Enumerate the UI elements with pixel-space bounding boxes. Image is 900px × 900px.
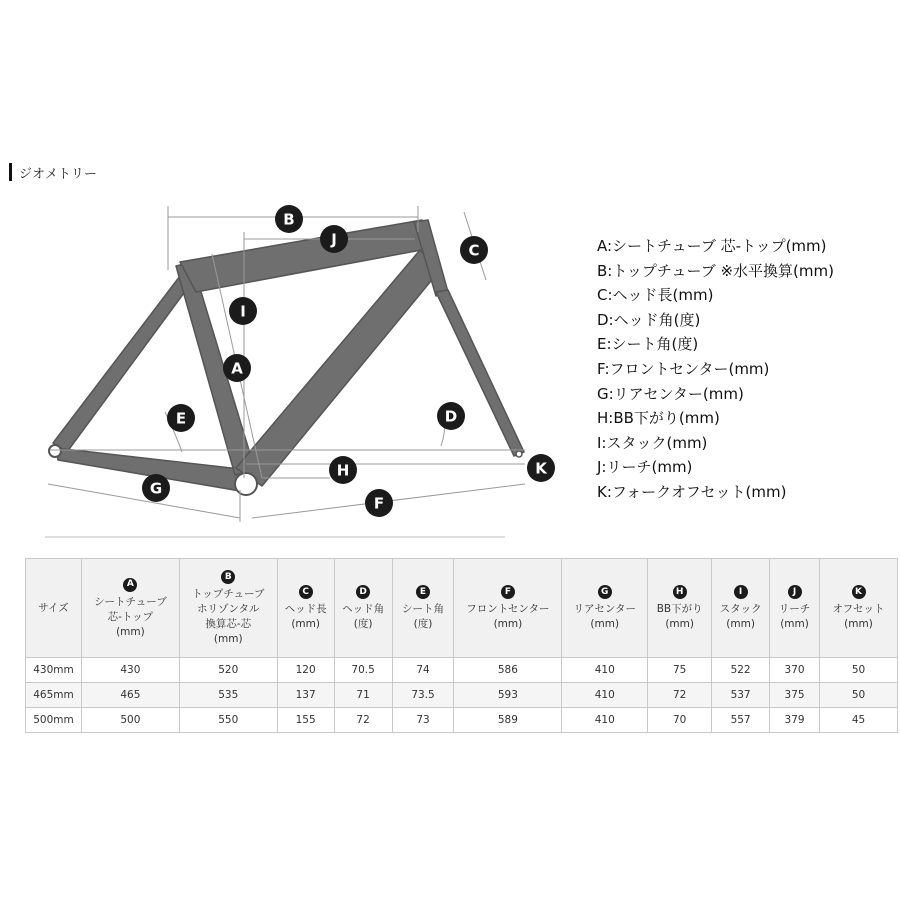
column-header	[334, 559, 392, 658]
size-cell: 500mm	[26, 708, 82, 733]
down-tube	[236, 250, 440, 486]
bottom-bracket	[235, 473, 257, 495]
badge-f: F	[501, 585, 515, 599]
section-accent-bar	[9, 163, 12, 181]
table-row	[26, 683, 898, 708]
table-cell: 72	[334, 708, 392, 733]
column-header	[277, 559, 334, 658]
legend-item: F:フロントセンター(mm)	[597, 359, 770, 378]
column-label: スタック (mm)	[719, 603, 762, 631]
table-cell: 71	[334, 683, 392, 708]
badge-d: D	[356, 585, 370, 599]
fork	[436, 290, 524, 456]
table-cell: 589	[454, 708, 562, 733]
badge-i: I	[734, 585, 748, 599]
table-cell: 50	[820, 658, 898, 683]
table-cell: 593	[454, 683, 562, 708]
table-cell: 537	[712, 683, 770, 708]
table-cell: 120	[277, 658, 334, 683]
badge-h: H	[673, 585, 687, 599]
column-header	[562, 559, 648, 658]
legend-item: K:フォークオフセット(mm)	[597, 482, 787, 501]
legend-item: J:リーチ(mm)	[597, 458, 693, 477]
legend	[597, 234, 834, 505]
marker-g	[142, 474, 170, 502]
svg-text:D: D	[444, 407, 458, 426]
column-header	[820, 559, 898, 658]
column-label: フロントセンター (mm)	[466, 603, 550, 631]
svg-text:E: E	[175, 409, 187, 428]
rear-dropout	[49, 445, 61, 457]
badge-a: A	[123, 578, 137, 592]
column-label: トップチューブ ホリゾンタル 換算芯-芯 (mm)	[192, 588, 265, 646]
column-header	[81, 559, 179, 658]
table-cell: 520	[179, 658, 277, 683]
table-cell: 557	[712, 708, 770, 733]
svg-text:J: J	[331, 230, 337, 249]
table-cell: 375	[770, 683, 820, 708]
column-header	[712, 559, 770, 658]
table-row	[26, 658, 898, 683]
table-cell: 70.5	[334, 658, 392, 683]
marker-d	[437, 402, 465, 430]
table-cell: 465	[81, 683, 179, 708]
table-cell: 50	[820, 683, 898, 708]
table-header-row	[26, 559, 898, 658]
table-cell: 370	[770, 658, 820, 683]
svg-text:B: B	[283, 210, 295, 229]
column-label: シートチューブ 芯-トップ (mm)	[94, 595, 167, 638]
table-cell: 137	[277, 683, 334, 708]
marker-f	[365, 489, 393, 517]
size-cell: 465mm	[26, 683, 82, 708]
table-cell: 75	[648, 658, 712, 683]
column-label: シート角 (度)	[402, 603, 444, 631]
marker-k	[527, 454, 555, 482]
svg-text:F: F	[373, 494, 385, 513]
legend-item: I:スタック(mm)	[597, 433, 708, 452]
column-header	[648, 559, 712, 658]
column-header	[392, 559, 454, 658]
table-cell: 155	[277, 708, 334, 733]
marker-a	[223, 354, 251, 382]
badge-g: G	[598, 585, 612, 599]
badge-c: C	[299, 585, 313, 599]
legend-item: B:トップチューブ ※水平換算(mm)	[597, 261, 834, 280]
table-cell: 73.5	[392, 683, 454, 708]
table-cell: 500	[81, 708, 179, 733]
legend-item: E:シート角(度)	[597, 335, 699, 354]
svg-text:C: C	[468, 241, 480, 260]
marker-j	[320, 225, 348, 253]
svg-text:A: A	[231, 359, 243, 378]
table-cell: 586	[454, 658, 562, 683]
column-label: オフセット (mm)	[832, 603, 885, 631]
column-label: ヘッド角 (度)	[342, 603, 385, 631]
column-header	[454, 559, 562, 658]
legend-item: A:シートチューブ 芯-トップ(mm)	[597, 237, 827, 255]
section-title: ジオメトリー	[19, 166, 97, 182]
column-label: BB下がり (mm)	[656, 603, 703, 631]
column-label: ヘッド長 (mm)	[284, 603, 327, 631]
frame-geometry-diagram	[0, 190, 590, 540]
geometry-table	[25, 558, 898, 733]
legend-item: D:ヘッド角(度)	[597, 310, 701, 329]
table-cell: 522	[712, 658, 770, 683]
bike-frame	[49, 220, 524, 495]
marker-c	[460, 236, 488, 264]
column-label: リーチ (mm)	[778, 603, 811, 631]
legend-item: C:ヘッド長(mm)	[597, 286, 714, 305]
marker-h	[329, 456, 357, 484]
marker-b	[275, 205, 303, 233]
legend-item: G:リアセンター(mm)	[597, 384, 744, 403]
size-cell: 430mm	[26, 658, 82, 683]
svg-text:I: I	[240, 302, 246, 321]
badge-e: E	[416, 585, 430, 599]
table-cell: 70	[648, 708, 712, 733]
svg-text:G: G	[149, 479, 163, 498]
table-cell: 73	[392, 708, 454, 733]
legend-item: H:BB下がり(mm)	[597, 409, 720, 428]
table-cell: 45	[820, 708, 898, 733]
front-dropout	[516, 451, 522, 457]
column-header	[770, 559, 820, 658]
table-cell: 410	[562, 708, 648, 733]
marker-i	[229, 297, 257, 325]
section-header	[9, 162, 97, 182]
table-cell: 72	[648, 683, 712, 708]
badge-k: K	[852, 585, 866, 599]
badge-b: B	[221, 570, 235, 584]
table-cell: 410	[562, 658, 648, 683]
column-label: リアセンター (mm)	[573, 603, 636, 631]
table-body	[26, 658, 898, 733]
marker-e	[167, 404, 195, 432]
table-cell: 430	[81, 658, 179, 683]
svg-text:H: H	[336, 461, 350, 480]
table-cell: 74	[392, 658, 454, 683]
table-cell: 535	[179, 683, 277, 708]
table-cell: 410	[562, 683, 648, 708]
size-header: サイズ	[26, 559, 82, 658]
table-cell: 550	[179, 708, 277, 733]
column-header	[179, 559, 277, 658]
table-row	[26, 708, 898, 733]
svg-text:K: K	[535, 459, 547, 478]
badge-j: J	[788, 585, 802, 599]
table-cell: 379	[770, 708, 820, 733]
